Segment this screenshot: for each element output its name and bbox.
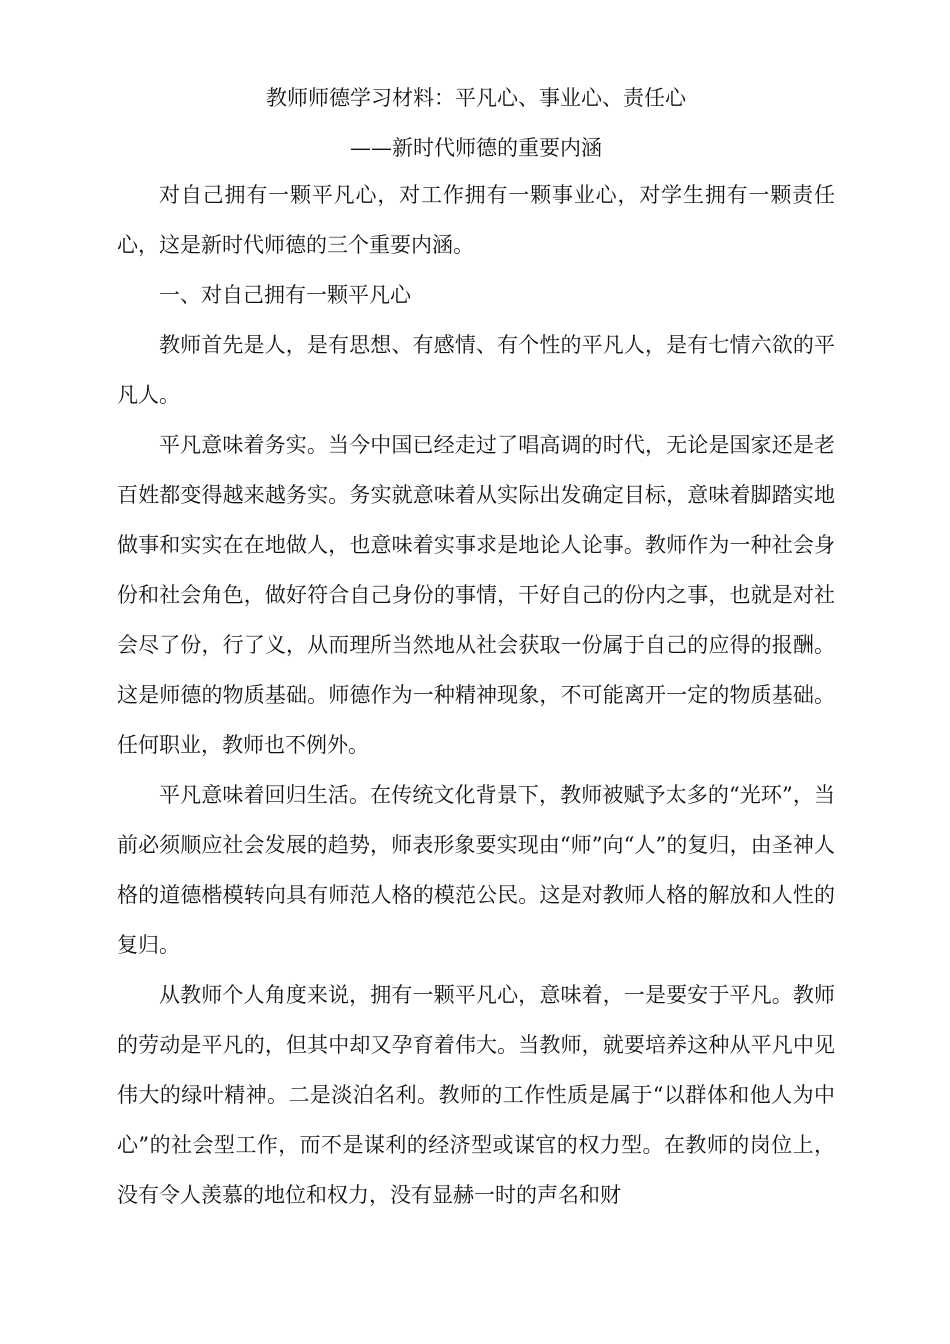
body-paragraph-1: 教师首先是人，是有思想、有感情、有个性的平凡人，是有七情六欲的平凡人。 bbox=[117, 333, 835, 407]
body-paragraph-3: 平凡意味着回归生活。在传统文化背景下，教师被赋予太多的“光环”，当前必须顺应社会发展的趋势，师表形象要实现由“师”向“人”的复归，由圣神人格的道德楷模转向具有师范人格的模范公民。这是对教师人格的解放和人性的复归。 bbox=[117, 783, 835, 957]
body-paragraph-2: 平凡意味着务实。当今中国已经走过了唱高调的时代，无论是国家还是老百姓都变得越来越务实。务实就意味着从实际出发确定目标，意味着脚踏实地做事和实实在在地做人，也意味着实事求是地论人论事。教师作为一种社会身份和社会角色，做好符合自己身份的事情，干好自己的份内之事，也就是对社会尽了份，行了义，从而理所当然地从社会获取一份属于自己的应得的报酬。这是师德的物质基础。师德作为一种精神现象，不可能离开一定的物质基础。任何职业，教师也不例外。 bbox=[117, 433, 835, 757]
document-title: 教师师德学习材料：平凡心、事业心、责任心 bbox=[266, 86, 686, 110]
body-paragraph-4: 从教师个人角度来说，拥有一颗平凡心，意味着，一是要安于平凡。教师的劳动是平凡的，但其中却又孕育着伟大。当教师，就要培养这种从平凡中见伟大的绿叶精神。二是淡泊名利。教师的工作性质是属于“以群体和他人为中心”的社会型工作，而不是谋利的经济型或谋官的权力型。在教师的岗位上，没有令人羡慕的地位和权力，没有显赫一时的声名和财 bbox=[117, 983, 835, 1207]
intro-paragraph: 对自己拥有一颗平凡心，对工作拥有一颗事业心，对学生拥有一颗责任心，这是新时代师德的三个重要内涵。 bbox=[117, 183, 835, 257]
document-subtitle: ——新时代师德的重要内涵 bbox=[350, 136, 602, 160]
document-body bbox=[117, 170, 835, 1220]
section-heading: 一、对自己拥有一颗平凡心 bbox=[159, 283, 411, 307]
